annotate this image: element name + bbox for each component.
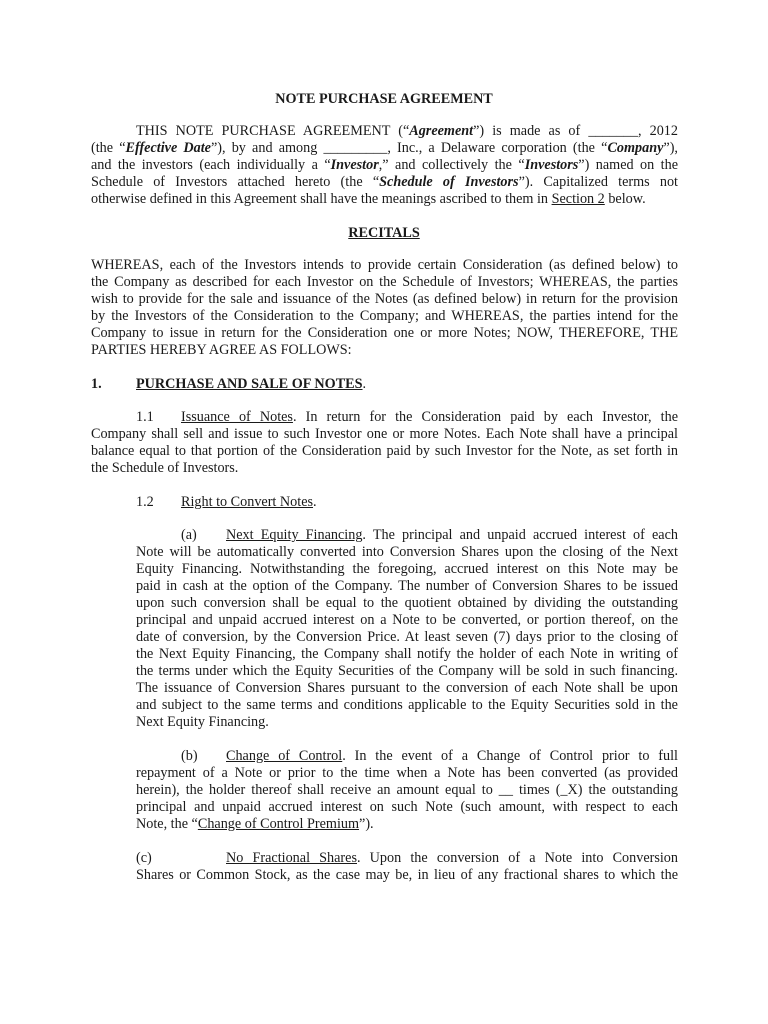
clause-a-line: The issuance of Conversion Shares pursuant to the conversion of each Note shall be upon <box>136 680 678 696</box>
subsection-1-1-text: . In return for the Consideration paid by each Investor, the <box>292 409 678 425</box>
intro-text: ”) named on the <box>578 157 679 173</box>
subsection-1-2-number: 1.2 <box>136 494 154 510</box>
clause-a-title: Next Equity Financing <box>226 527 363 543</box>
clause-a-line: paid in cash at the option of the Company. The number of Conversion Shares to be issued <box>136 578 678 594</box>
section-1-title: PURCHASE AND SALE OF NOTES <box>136 376 363 392</box>
intro-text: THIS NOTE PURCHASE AGREEMENT (“ <box>136 123 410 139</box>
intro-text: ”), <box>663 140 678 156</box>
defined-term: Agreement <box>409 123 474 139</box>
section-1-heading <box>136 376 366 393</box>
clause-c-title: No Fractional Shares <box>226 850 357 866</box>
recitals-line: wish to provide for the sale and issuance of the Notes (as defined below) in return for the provision <box>91 291 678 307</box>
clause-b-line: herein), the holder thereof shall receive an amount equal to __ times (_X) the outstanding <box>136 782 678 798</box>
subsection-1-1-number: 1.1 <box>136 409 154 425</box>
clause-b-line: repayment of a Note or prior to the time when a Note has been converted (as provided <box>136 765 678 781</box>
intro-text: and the investors (each individually a “ <box>91 157 331 173</box>
recitals-line: the Company as described for each Investor on the Schedule of Investors; WHEREAS, the parties <box>91 274 678 290</box>
subsection-1-1-line: the Schedule of Investors. <box>91 460 239 476</box>
clause-a-line: Note will be automatically converted into Conversion Shares upon the closing of the Next <box>136 544 678 560</box>
section-1-tail: . <box>362 376 367 392</box>
clause-b-text: ”). <box>359 816 374 832</box>
clause-a-line: upon such conversion shall be equal to the quotient obtained by dividing the outstanding <box>136 595 678 611</box>
subsection-1-1-line: Company shall sell and issue to such Investor one or more Notes. Each Note shall have a principal <box>91 426 678 442</box>
intro-line-1 <box>136 123 678 140</box>
intro-text: ”), by and among _________, Inc., a Delaware corporation (the “ <box>210 140 608 156</box>
clause-a-line: Next Equity Financing. <box>136 714 269 730</box>
clause-c-number: (c) <box>136 850 152 866</box>
clause-b-title: Change of Control <box>226 748 343 764</box>
clause-c-line-1 <box>226 850 678 867</box>
intro-line-2 <box>91 140 678 157</box>
intro-text: otherwise defined in this Agreement shall have the meanings ascribed to them in <box>91 191 552 207</box>
document-title: NOTE PURCHASE AGREEMENT <box>275 91 493 107</box>
clause-a-line: and subject to the same terms and conditions applicable to the Equity Securities sold in the <box>136 697 678 713</box>
clause-c-line: Shares or Common Stock, as the case may be, in lieu of any fractional shares to which the <box>136 867 678 883</box>
clause-b-text: Note, the “ <box>136 816 198 832</box>
clause-a-number: (a) <box>181 527 197 543</box>
intro-line-3 <box>91 157 678 174</box>
subsection-1-2-tail: . <box>313 494 317 510</box>
intro-text: ,” and collectively the “ <box>378 157 525 173</box>
section-2-reference: Section 2 <box>551 191 605 207</box>
recitals-line: by the Investors of the Consideration to the Company; and WHEREAS, the parties intend for the <box>91 308 678 324</box>
recitals-line: WHEREAS, each of the Investors intends to provide certain Consideration (as defined below) to <box>91 257 678 273</box>
clause-a-text: . The principal and unpaid accrued interest of each <box>362 527 678 543</box>
clause-a-line: Equity Financing. Notwithstanding the foregoing, accrued interest on this Note may be <box>136 561 678 577</box>
defined-term: Company <box>607 140 664 156</box>
intro-text: ”) is made as of _______, 2012 <box>473 123 678 139</box>
clause-a-line: principal and unpaid accrued interest on a Note to be converted, or portion thereof, on the <box>136 612 678 628</box>
clause-b-line-last <box>136 816 374 833</box>
clause-b-number: (b) <box>181 748 198 764</box>
intro-line-4 <box>91 174 678 191</box>
clause-a-line: the terms under which the Equity Securities of the Company will be sold in such financing. <box>136 663 678 679</box>
subsection-1-1-line: balance equal to that portion of the Consideration paid by such Investor for the Note, as set forth in <box>91 443 678 459</box>
defined-term: Effective Date <box>125 140 211 156</box>
defined-term: Schedule of Investors <box>379 174 519 190</box>
recitals-line: Company to issue in return for the Consideration one or more Notes; NOW, THEREFORE, THE <box>91 325 678 341</box>
intro-text: below. <box>604 191 646 207</box>
subsection-1-2-heading <box>181 494 317 511</box>
clause-b-line: principal and unpaid accrued interest on such Note (such amount, with respect to each <box>136 799 678 815</box>
clause-a-line: date of conversion, by the Conversion Price. At least seven (7) days prior to the closing of <box>136 629 678 645</box>
defined-term: Change of Control Premium <box>197 816 360 832</box>
clause-c-text: . Upon the conversion of a Note into Conversion <box>356 850 678 866</box>
clause-b-text: . In the event of a Change of Control prior to full <box>342 748 678 764</box>
subsection-1-2-title: Right to Convert Notes <box>181 494 314 510</box>
subsection-1-1-line-1 <box>181 409 678 426</box>
defined-term: Investors <box>524 157 579 173</box>
intro-text: Schedule of Investors attached hereto (the “ <box>91 174 380 190</box>
clause-a-line: the Next Equity Financing, the Company shall notify the holder of each Note in writing of <box>136 646 678 662</box>
intro-text: (the “ <box>91 140 126 156</box>
intro-line-5 <box>91 191 646 208</box>
intro-text: ”). Capitalized terms not <box>518 174 678 190</box>
recitals-line: PARTIES HEREBY AGREE AS FOLLOWS: <box>91 342 352 358</box>
section-1-number: 1. <box>91 376 102 392</box>
defined-term: Investor <box>330 157 379 173</box>
subsection-1-1-title: Issuance of Notes <box>181 409 293 425</box>
clause-b-line-1 <box>226 748 678 765</box>
clause-a-line-1 <box>226 527 678 544</box>
recitals-heading: RECITALS <box>348 225 420 241</box>
